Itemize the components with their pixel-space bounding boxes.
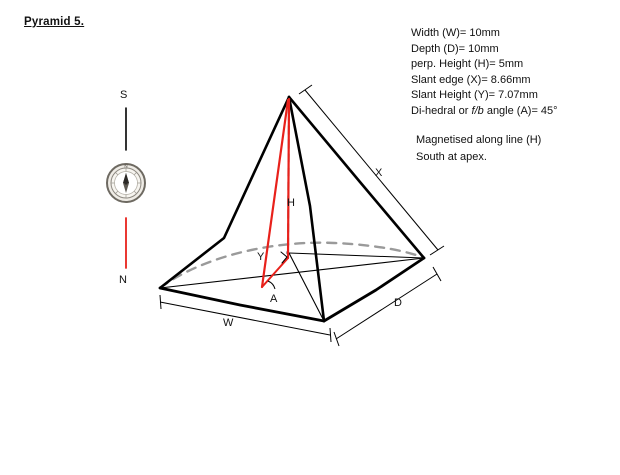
label-width: W	[223, 317, 234, 329]
spec-line-width: Width (W)= 10mm	[411, 27, 500, 39]
label-height: H	[287, 197, 295, 209]
dihedral-prefix: Di-hedral or	[411, 104, 472, 117]
spec-line-slant-height: Slant Height (Y)= 7.07mm	[411, 89, 538, 102]
label-slant-height: Y	[257, 251, 265, 263]
spec-line-slant-edge: Slant edge (X)= 8.66mm	[411, 73, 531, 86]
page-title: Pyramid 5.	[24, 16, 85, 28]
spec-line-dihedral	[411, 104, 558, 120]
pyramid-outline	[160, 97, 424, 321]
note-block	[416, 132, 541, 166]
dihedral-italic: f/b	[471, 104, 484, 117]
label-south: S	[120, 89, 128, 101]
spec-line-depth: Depth (D)= 10mm	[411, 42, 499, 55]
note-south-apex: South at apex.	[416, 151, 487, 163]
svg-text:N: N	[124, 163, 128, 169]
label-slant-edge: X	[375, 167, 383, 179]
compass-rose	[107, 164, 145, 203]
specification-list	[411, 26, 558, 120]
degree-symbol: °	[553, 104, 558, 117]
spec-line-perp-height: perp. Height (H)= 5mm	[411, 58, 524, 71]
label-north: N	[119, 274, 127, 286]
dihedral-suffix: angle (A)= 45	[483, 104, 554, 117]
note-magnetised: Magnetised along line (H)	[416, 134, 542, 146]
label-depth: D	[394, 297, 402, 309]
label-angle: A	[270, 293, 278, 305]
